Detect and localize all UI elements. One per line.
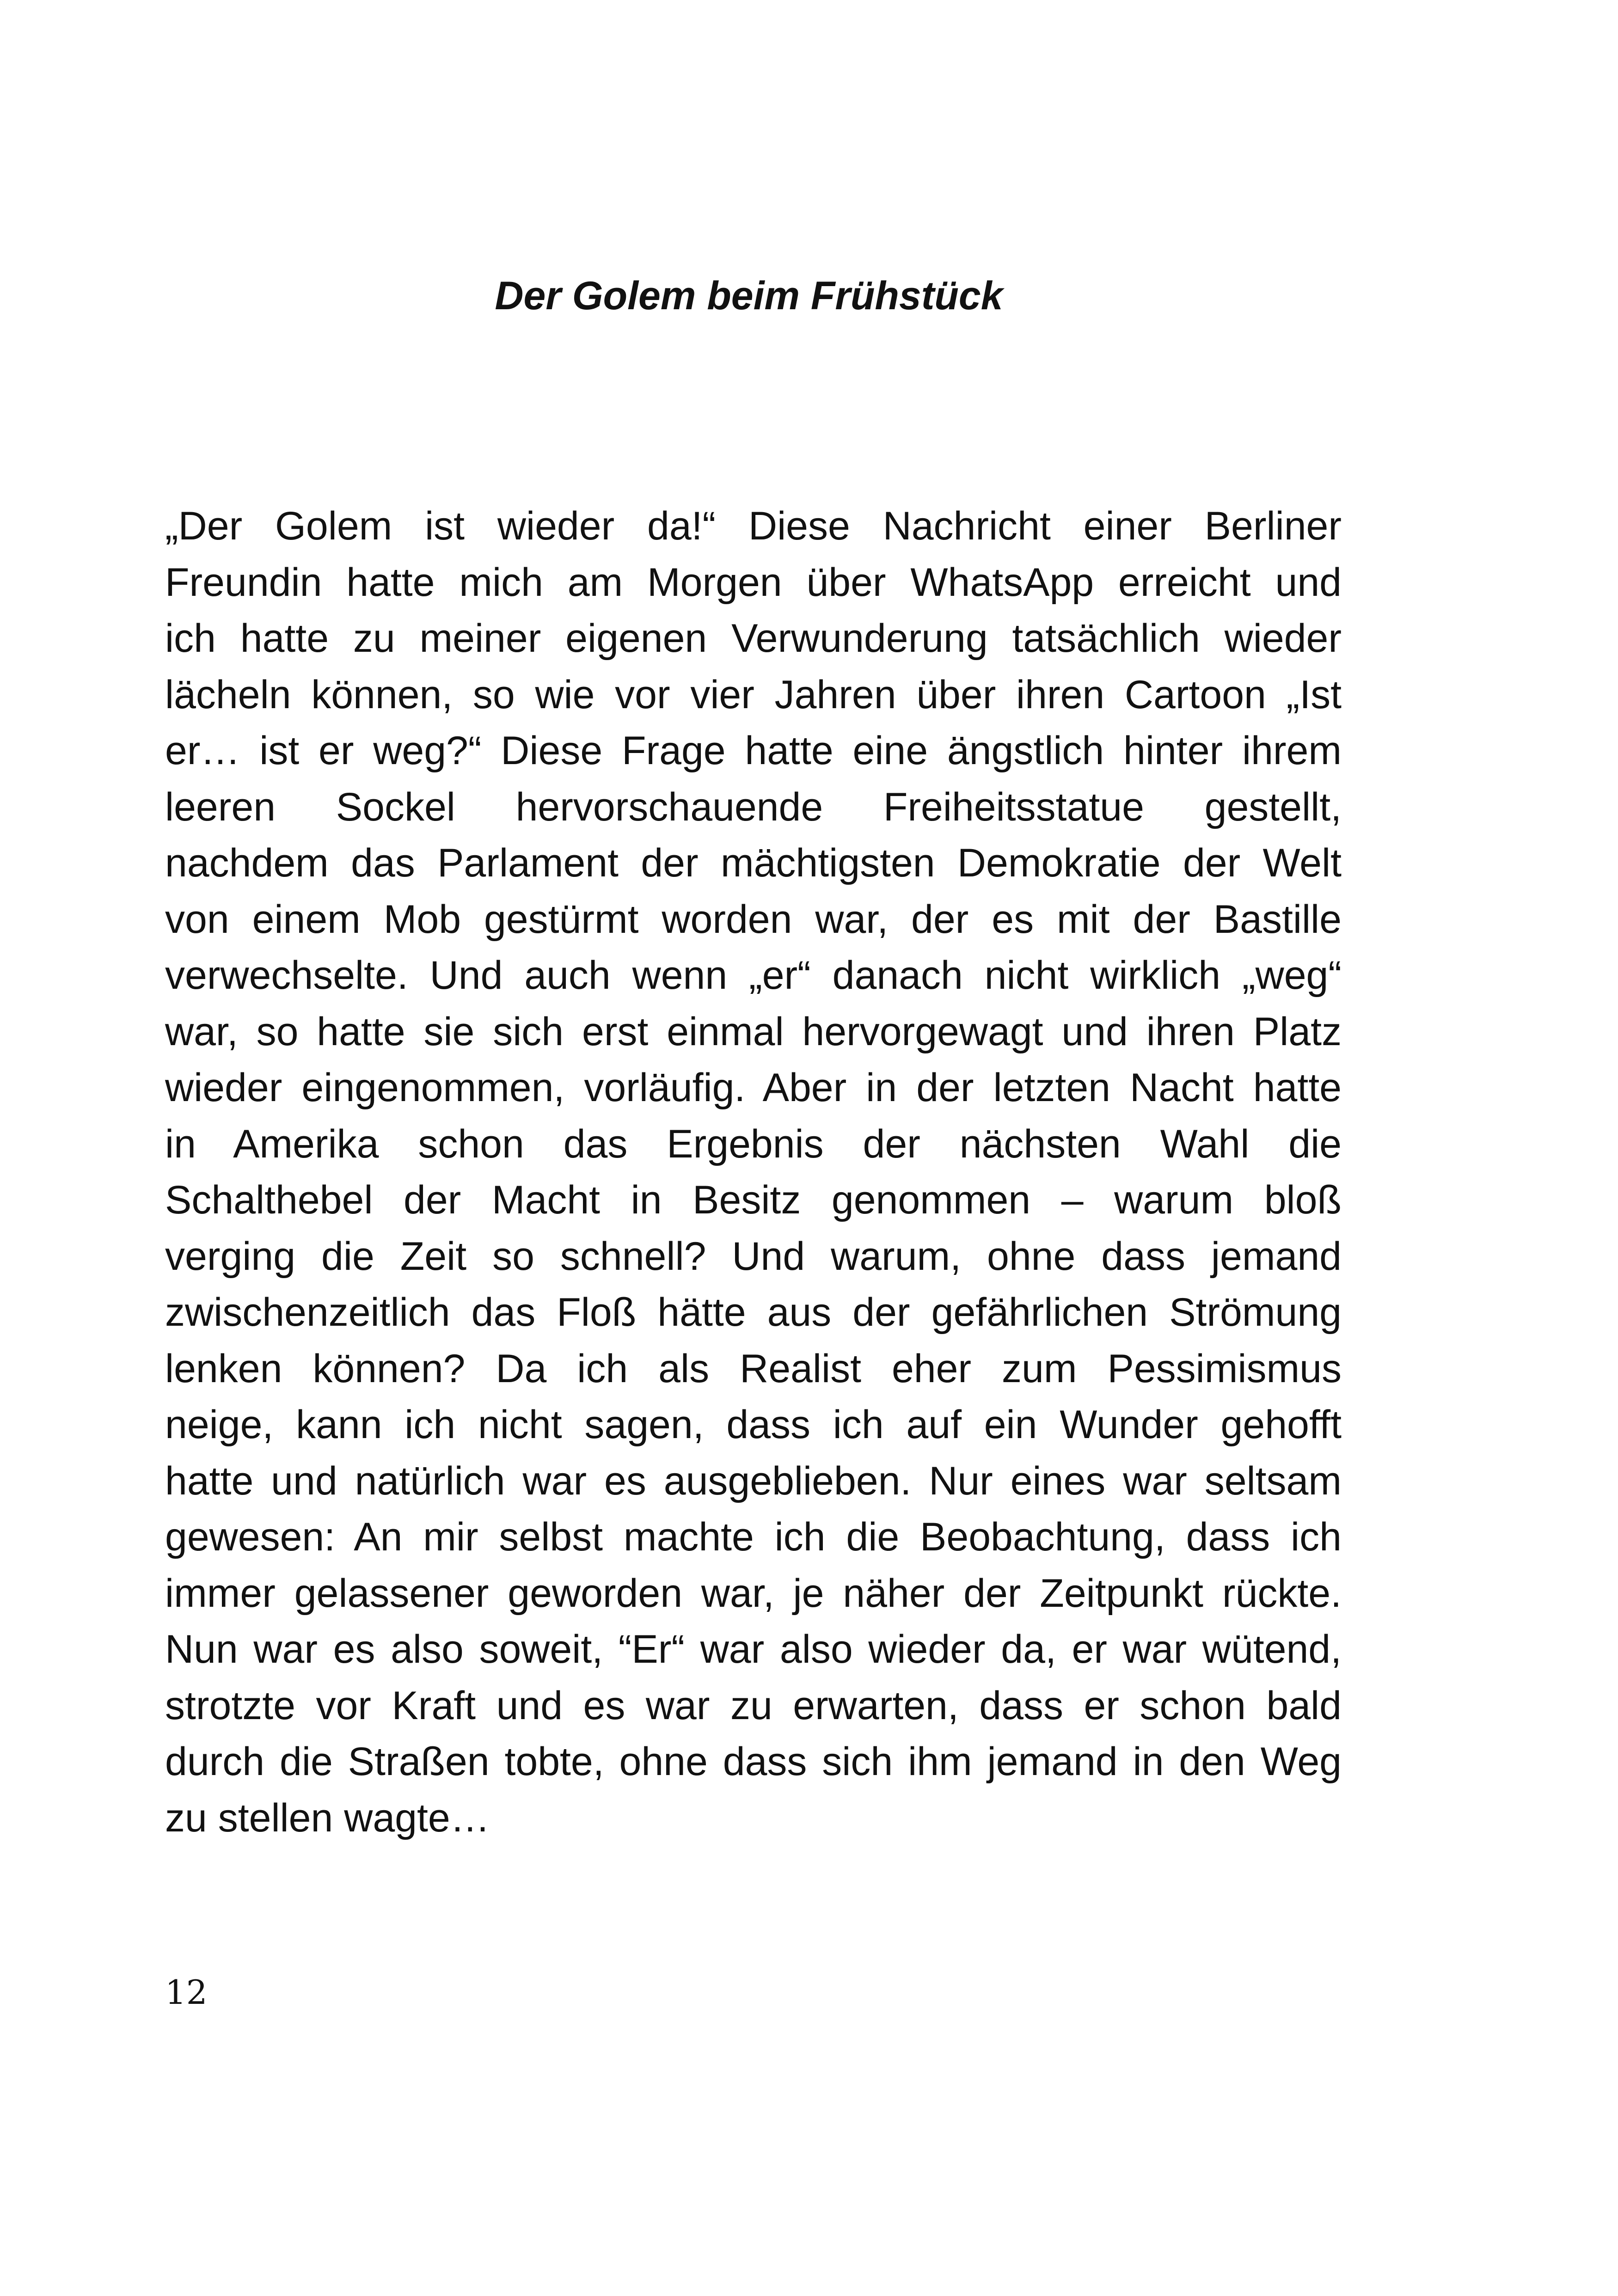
page-number: 12	[165, 1973, 208, 2012]
text-line: „Der Golem ist wieder da!“ Diese Nachricht einer Berliner	[165, 504, 1342, 548]
text-line: strotzte vor Kraft und es war zu erwarten, dass er schon bald	[165, 1683, 1342, 1728]
text-line: gewesen: An mir selbst machte ich die Beobachtung, dass ich	[165, 1515, 1342, 1559]
text-line: lenken können? Da ich als Realist eher zum Pessimismus	[165, 1346, 1342, 1391]
text-line: leeren Sockel hervorschauende Freiheitsstatue gestellt,	[165, 784, 1342, 829]
text-line: er… ist er weg?“ Diese Frage hatte eine ängstlich hinter ihrem	[165, 729, 1342, 773]
text-line: Freundin hatte mich am Morgen über WhatsApp erreicht und	[165, 560, 1342, 605]
text-line: zwischenzeitlich das Floß hätte aus der gefährlichen Strömung	[165, 1290, 1342, 1335]
text-line: durch die Straßen tobte, ohne dass sich ihm jemand in den Weg	[165, 1739, 1342, 1784]
text-line: von einem Mob gestürmt worden war, der es mit der Bastille	[165, 897, 1342, 942]
body-paragraph	[165, 498, 1342, 1846]
text-line: lächeln können, so wie vor vier Jahren über ihren Cartoon „Ist	[165, 672, 1342, 717]
text-line: Nun war es also soweit, “Er“ war also wieder da, er war wütend,	[165, 1627, 1342, 1671]
text-line: zu stellen wagte…	[165, 1795, 490, 1840]
text-line: immer gelassener geworden war, je näher der Zeitpunkt rückte.	[165, 1571, 1342, 1616]
text-line: Schalthebel der Macht in Besitz genommen – warum bloß	[165, 1178, 1342, 1222]
text-line: verwechselte. Und auch wenn „er“ danach nicht wirklich „weg“	[165, 953, 1342, 998]
text-line: war, so hatte sie sich erst einmal hervorgewagt und ihren Platz	[165, 1009, 1342, 1054]
text-line: neige, kann ich nicht sagen, dass ich auf ein Wunder gehofft	[165, 1402, 1342, 1447]
text-line: nachdem das Parlament der mächtigsten Demokratie der Welt	[165, 841, 1342, 885]
text-line: verging die Zeit so schnell? Und warum, ohne dass jemand	[165, 1234, 1342, 1279]
text-line: in Amerika schon das Ergebnis der nächsten Wahl die	[165, 1121, 1342, 1166]
chapter-title: Der Golem beim Frühstück	[495, 274, 1003, 318]
text-line: ich hatte zu meiner eigenen Verwunderung tatsächlich wieder	[165, 616, 1342, 661]
text-line: hatte und natürlich war es ausgeblieben. Nur eines war seltsam	[165, 1458, 1342, 1503]
text-line: wieder eingenommen, vorläufig. Aber in der letzten Nacht hatte	[165, 1065, 1342, 1110]
